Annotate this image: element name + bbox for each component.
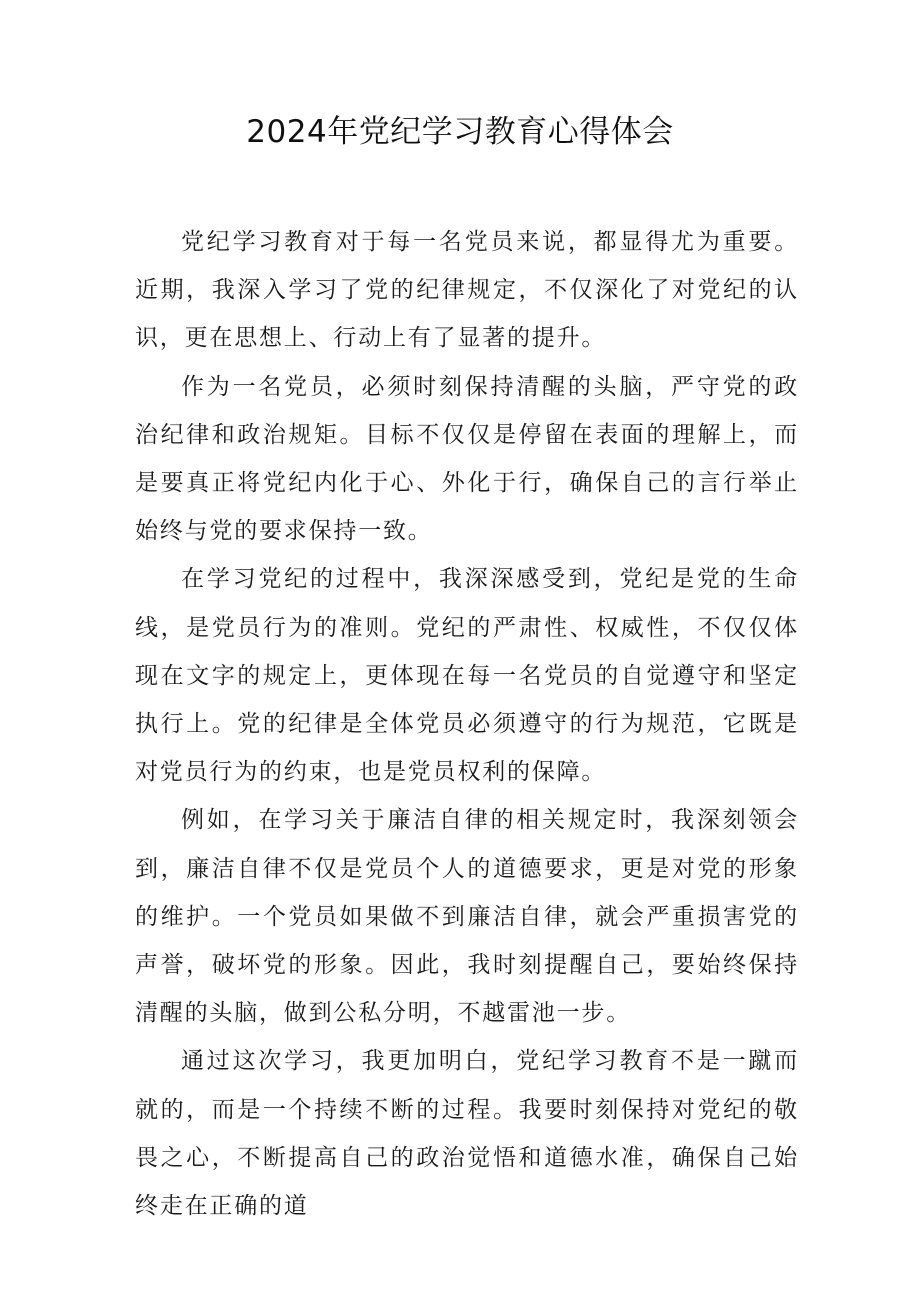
paragraph-5: 通过这次学习，我更加明白，党纪学习教育不是一蹴而就的，而是一个持续不断的过程。我要时刻保持对党纪的敬畏之心，不断提高自己的政治觉悟和道德水准，确保自己始终走在正确的道	[135, 1048, 799, 1220]
paragraph-3: 在学习党纪的过程中，我深深感受到，党纪是党的生命线，是党员行为的准则。党纪的严肃性、权威性，不仅仅体现在文字的规定上，更体现在每一名党员的自觉遵守和坚定执行上。党的纪律是全体党员必须遵守的行为规范，它既是对党员行为的约束，也是党员权利的保障。	[135, 566, 799, 786]
paragraph-1: 党纪学习教育对于每一名党员来说，都显得尤为重要。近期，我深入学习了党的纪律规定，不仅深化了对党纪的认识，更在思想上、行动上有了显著的提升。	[135, 229, 799, 352]
paragraph-4: 例如，在学习关于廉洁自律的相关规定时，我深刻领会到，廉洁自律不仅是党员个人的道德要求，更是对党的形象的维护。一个党员如果做不到廉洁自律，就会严重损害党的声誉，破坏党的形象。因此，我时刻提醒自己，要始终保持清醒的头脑，做到公私分明，不越雷池一步。	[135, 807, 799, 1027]
paragraph-2: 作为一名党员，必须时刻保持清醒的头脑，严守党的政治纪律和政治规矩。目标不仅仅是停留在表面的理解上，而是要真正将党纪内化于心、外化于行，确保自己的言行举止始终与党的要求保持一致。	[135, 373, 799, 545]
document-body	[135, 218, 799, 1230]
document-title: 2024年党纪学习教育心得体会	[246, 114, 674, 150]
